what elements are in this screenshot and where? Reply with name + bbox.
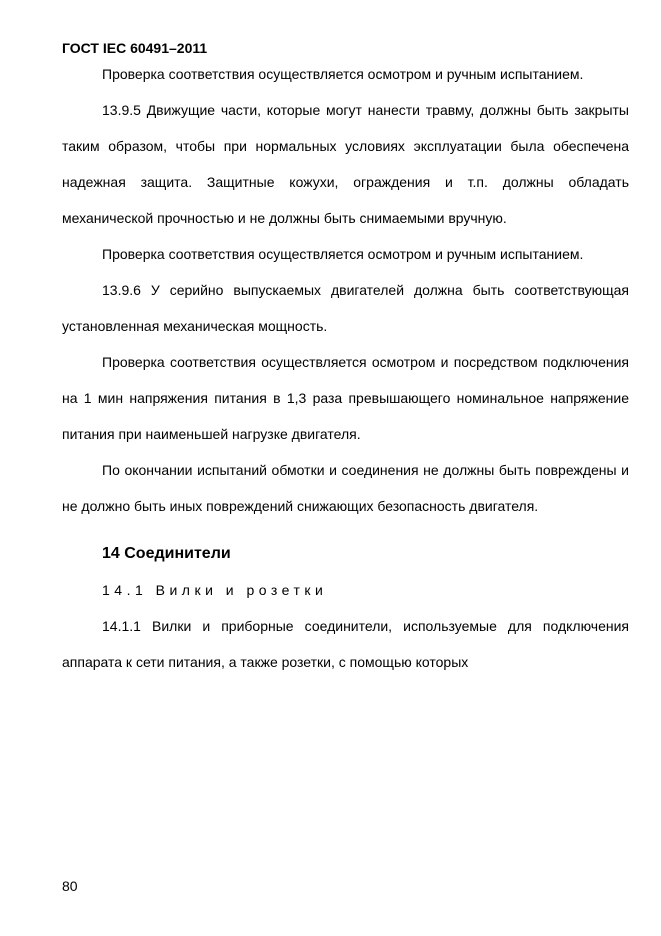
paragraph-compliance-check-1: Проверка соответствия осуществляется осмотром и ручным испытанием.	[102, 66, 584, 82]
section-heading: 14 Соединители	[102, 545, 231, 562]
paragraph-13-9-6: 13.9.6 У серийно выпускаемых двигателей должна быть соответствующая установленная механическая мощность.	[62, 282, 629, 334]
paragraph-after-tests: По окончании испытаний обмотки и соединения не должны быть повреждены и не должно быть иных повреждений снижающих безопасность двигателя.	[62, 462, 629, 514]
paragraph-14-1-1: 14.1.1 Вилки и приборные соединители, используемые для подключения аппарата к сети питания, а также розетки, с помощью которых	[62, 618, 629, 670]
paragraph-compliance-check-3: Проверка соответствия осуществляется осмотром и посредством подключения на 1 мин напряжения питания в 1,3 раза превышающего номинальное напряжение питания при наименьшей нагрузке двигателя.	[62, 354, 629, 442]
subsection-title: 14.1 Вилки и розетки	[102, 582, 328, 598]
page-number: 80	[62, 878, 78, 894]
paragraph-13-9-5: 13.9.5 Движущие части, которые могут нанести травму, должны быть закрыты таким образом, чтобы при нормальных условиях эксплуатации была обеспечена надежная защита. Защитные кожухи, ограждения и т.п. должны обладать механической прочностью и не должны быть снимаемыми вручную.	[62, 102, 629, 226]
document-header: ГОСТ IEC 60491–2011	[62, 40, 208, 56]
document-body	[62, 56, 629, 680]
paragraph-compliance-check-2: Проверка соответствия осуществляется осмотром и ручным испытанием.	[102, 246, 584, 262]
